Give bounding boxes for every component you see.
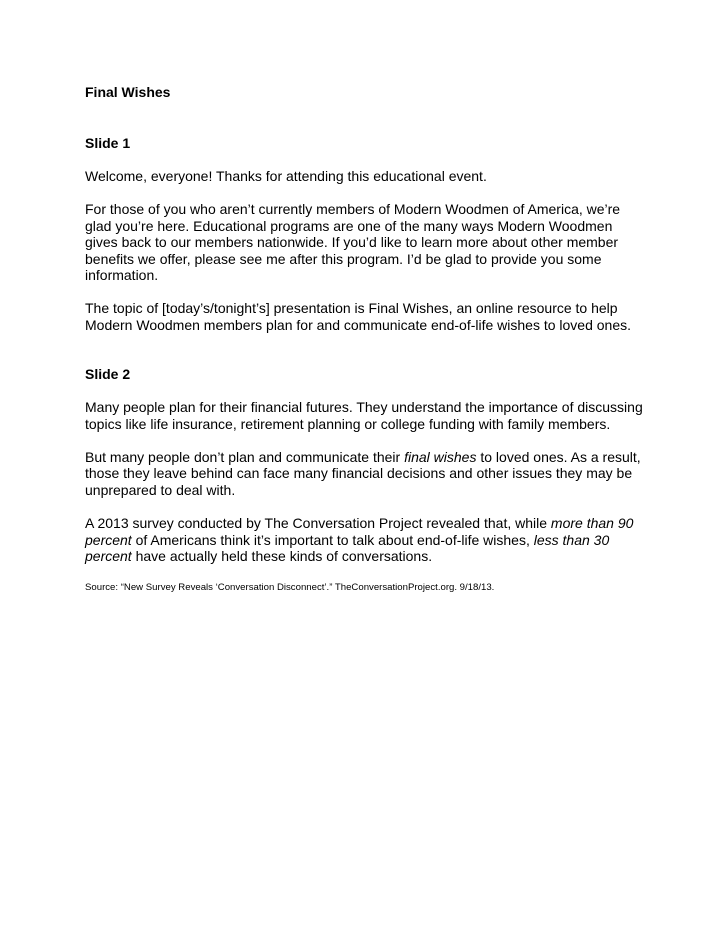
- slide-1-paragraph-2: For those of you who aren’t currently members of Modern Woodmen of America, we’re glad you’re here. Educational programs are one of the many ways Modern Woodmen gives back to our members nationwide. If you’d like to learn more about other member benefits we offer, please see me after this program. I’d be glad to provide you some information.: [85, 201, 621, 284]
- slide-2-paragraph-2-emphasis: final wishes: [404, 449, 477, 466]
- slide-2-paragraph-3-text-b: of Americans think it’s important to talk about end-of-life wishes,: [131, 531, 534, 548]
- slide-2-paragraph-3: [85, 515, 645, 564]
- slide-2-paragraph-3-text-c: have actually held these kinds of conversations.: [131, 548, 433, 565]
- slide-1-paragraph-3: The topic of [today’s/tonight’s] presentation is Final Wishes, an online resource to help Modern Woodmen members plan for and communicate end-of-life wishes to loved ones.: [85, 300, 632, 333]
- slide-2-paragraph-2: [85, 449, 645, 498]
- slide-2-paragraph-2-text-a: But many people don’t plan and communicate their: [85, 449, 405, 466]
- document-title: Final Wishes: [85, 84, 171, 100]
- slide-2-paragraph-3-text-a: A 2013 survey conducted by The Conversation Project revealed that, while: [85, 515, 551, 532]
- slide-2-paragraph-1: Many people plan for their financial futures. They understand the importance of discussing topics like life insurance, retirement planning or college funding with family members.: [85, 399, 643, 432]
- slide-1-heading: Slide 1: [85, 135, 131, 151]
- slide-2-heading: Slide 2: [85, 366, 131, 383]
- slide-1-paragraph-1: Welcome, everyone! Thanks for attending this educational event.: [85, 168, 487, 184]
- slide-2-paragraph-3-emphasis-2: less than 30 percent: [85, 531, 610, 565]
- slide-2-paragraph-3-emphasis-1: more than 90 percent: [85, 515, 634, 548]
- slide-2-paragraph-2-text-b: to loved ones. As a result, those they leave behind can face many financial decisions and other issues they may be unprepared to deal with.: [85, 449, 641, 498]
- document-page: [85, 84, 645, 594]
- source-citation: Source: “New Survey Reveals ‘Conversation Disconnect’.” TheConversationProject.org. 9/18/13.: [85, 581, 495, 593]
